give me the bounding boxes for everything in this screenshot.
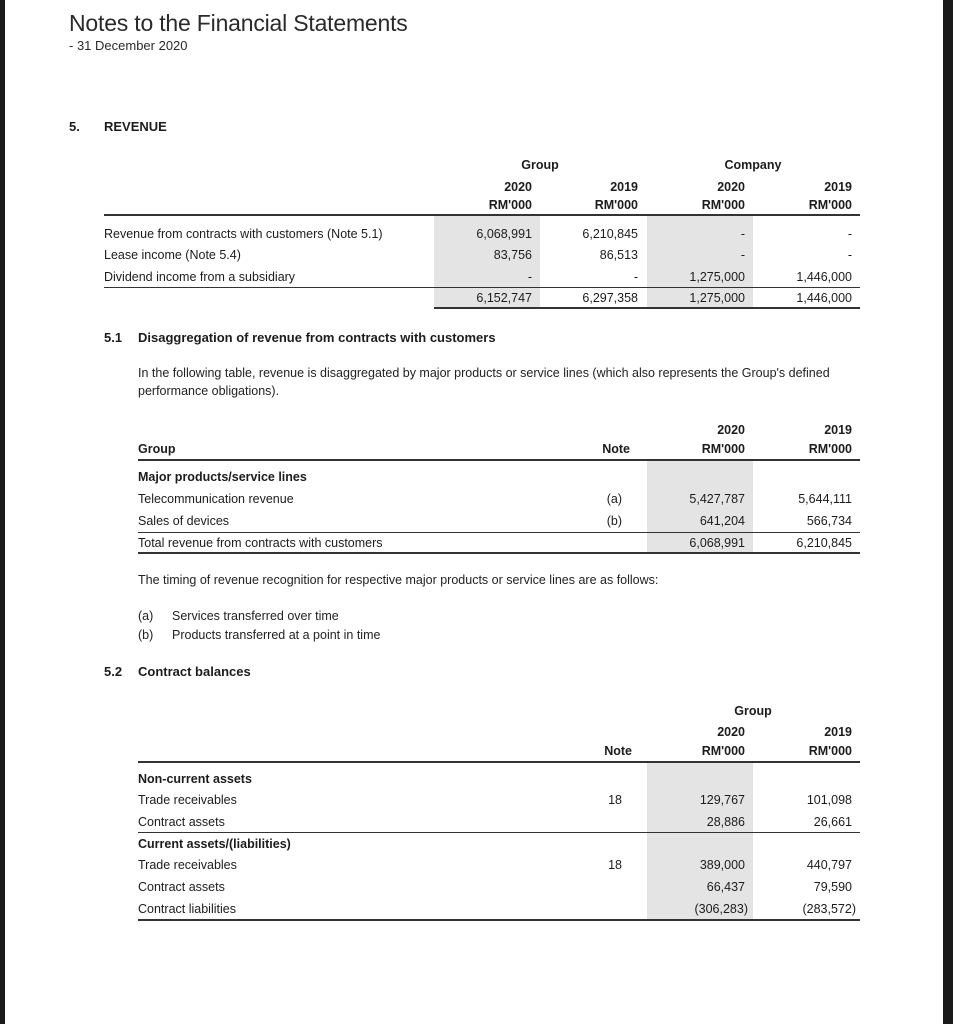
cell-value: 28,886 — [706, 815, 745, 829]
cell-value: (283,572) — [802, 902, 856, 916]
list-item: Services transferred over time — [172, 609, 339, 623]
unit-header: RM'000 — [808, 198, 852, 212]
row-note: 18 — [608, 793, 622, 807]
table-rule — [434, 307, 860, 309]
row-label: Trade receivables — [138, 858, 237, 872]
intro-text: In the following table, revenue is disaggregated by major products or service lines (which also represents the Group's defined — [138, 366, 830, 380]
cell-value: 1,446,000 — [796, 270, 852, 284]
unit-header: RM'000 — [701, 442, 745, 456]
row-label: Contract liabilities — [138, 902, 236, 916]
total-value: 6,210,845 — [796, 536, 852, 550]
cell-value: 5,644,111 — [798, 492, 852, 506]
unit-header: RM'000 — [594, 198, 638, 212]
total-value: 1,446,000 — [796, 291, 852, 305]
row-note: (a) — [606, 492, 622, 506]
table-rule — [138, 459, 860, 461]
unit-header: RM'000 — [808, 744, 852, 758]
timing-text: The timing of revenue recognition for respective major products or service lines are as follows: — [138, 573, 659, 587]
list-key: (a) — [138, 609, 154, 623]
section-title: REVENUE — [104, 119, 167, 134]
category-label: Major products/service lines — [138, 470, 307, 484]
cell-value: 389,000 — [699, 858, 745, 872]
year-header: 2020 — [717, 725, 745, 739]
cell-value: 566,734 — [806, 514, 852, 528]
note-column-header: Note — [602, 442, 630, 456]
subsection-number: 5.1 — [104, 330, 123, 345]
cell-value: 86,513 — [599, 248, 638, 262]
cell-value: - — [847, 227, 852, 241]
cell-value: - — [847, 248, 852, 262]
table-rule — [104, 287, 860, 288]
table-rule — [104, 214, 860, 216]
total-value: 1,275,000 — [689, 291, 745, 305]
list-key: (b) — [138, 628, 154, 642]
row-label: Sales of devices — [138, 514, 230, 528]
category-label: Current assets/(liabilities) — [138, 837, 291, 851]
row-label: Revenue from contracts with customers (Note 5.1) — [104, 227, 383, 241]
cell-value: 66,437 — [706, 880, 745, 894]
row-note: 18 — [608, 858, 622, 872]
cell-value: (306,283) — [694, 902, 748, 916]
cell-value: 5,427,787 — [689, 492, 745, 506]
cell-value: 79,590 — [813, 880, 852, 894]
cell-value: 6,210,845 — [582, 227, 638, 241]
total-value: 6,297,358 — [582, 291, 638, 305]
note-column-header: Note — [604, 744, 632, 758]
shaded-column — [647, 762, 753, 920]
row-label: Lease income (Note 5.4) — [104, 248, 241, 262]
row-label: Dividend income from a subsidiary — [104, 270, 296, 284]
document-page — [5, 0, 943, 1024]
cell-value: - — [633, 270, 638, 284]
row-note: (b) — [606, 514, 622, 528]
table-rule — [138, 832, 860, 833]
unit-header: RM'000 — [701, 744, 745, 758]
group-column-header: Group — [138, 442, 176, 456]
unit-header: RM'000 — [488, 198, 532, 212]
group-header: Group — [734, 704, 772, 718]
cell-value: - — [740, 248, 745, 262]
row-label: Trade receivables — [138, 793, 237, 807]
company-header: Company — [724, 158, 782, 172]
subsection-title: Disaggregation of revenue from contracts with customers — [138, 330, 496, 345]
row-label: Contract assets — [138, 815, 225, 829]
section-number: 5. — [69, 119, 80, 134]
cell-value: 641,204 — [699, 514, 745, 528]
row-label: Telecommunication revenue — [138, 492, 294, 506]
cell-value: - — [527, 270, 532, 284]
table-rule — [138, 532, 860, 533]
table-rule — [138, 552, 860, 554]
cell-value: 101,098 — [806, 793, 852, 807]
list-item: Products transferred at a point in time — [172, 628, 381, 642]
total-value: 6,068,991 — [689, 536, 745, 550]
page-subtitle: - 31 December 2020 — [69, 38, 188, 53]
cell-value: 26,661 — [813, 815, 852, 829]
year-header: 2020 — [717, 180, 745, 194]
row-label: Contract assets — [138, 880, 225, 894]
table-rule — [138, 761, 860, 763]
cell-value: - — [740, 227, 745, 241]
cell-value: 83,756 — [493, 248, 532, 262]
unit-header: RM'000 — [808, 442, 852, 456]
cell-value: 129,767 — [699, 793, 745, 807]
row-label: Total revenue from contracts with customers — [138, 536, 383, 550]
cell-value: 6,068,991 — [476, 227, 532, 241]
unit-header: RM'000 — [701, 198, 745, 212]
year-header: 2019 — [824, 180, 852, 194]
total-value: 6,152,747 — [476, 291, 532, 305]
table-rule — [138, 919, 860, 921]
year-header: 2019 — [824, 725, 852, 739]
cell-value: 440,797 — [806, 858, 852, 872]
cell-value: 1,275,000 — [689, 270, 745, 284]
subsection-title: Contract balances — [138, 664, 251, 679]
year-header: 2019 — [610, 180, 638, 194]
group-header: Group — [521, 158, 559, 172]
category-label: Non-current assets — [138, 772, 252, 786]
year-header: 2020 — [504, 180, 532, 194]
year-header: 2019 — [824, 423, 852, 437]
year-header: 2020 — [717, 423, 745, 437]
page-title: Notes to the Financial Statements — [69, 10, 408, 36]
subsection-number: 5.2 — [104, 664, 123, 679]
intro-text: performance obligations). — [138, 384, 280, 398]
